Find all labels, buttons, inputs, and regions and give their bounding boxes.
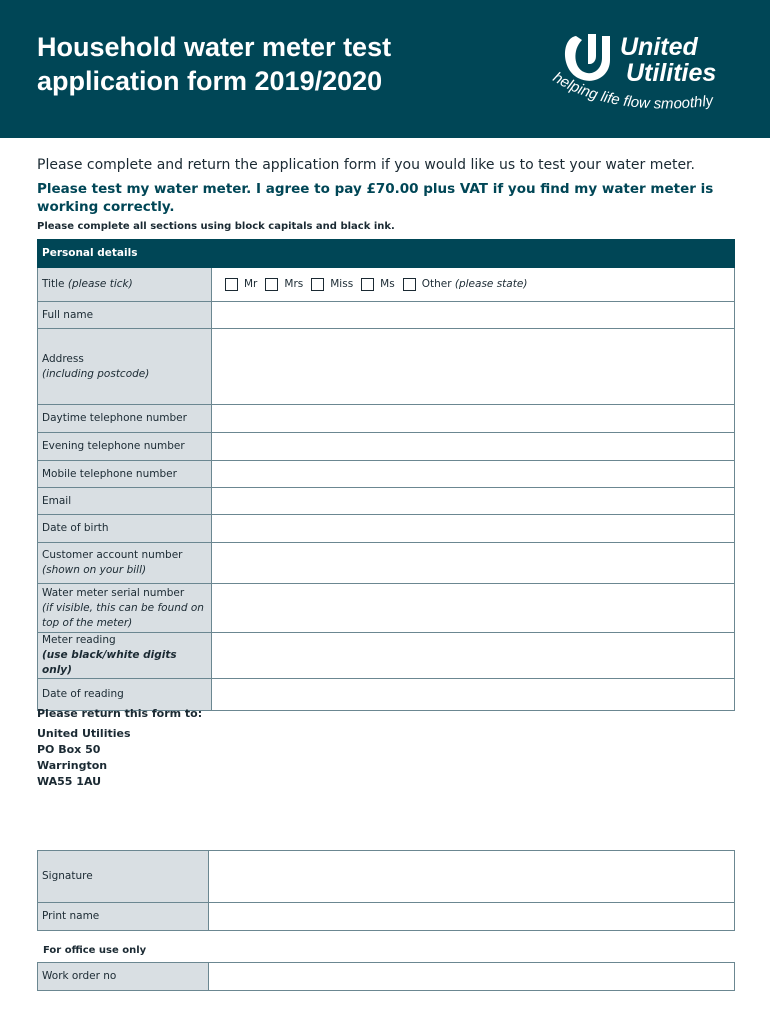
signature-field[interactable] [209, 851, 735, 903]
print-name-label: Print name [38, 903, 209, 931]
reading-date-label: Date of reading [38, 679, 212, 711]
mobile-phone-field[interactable] [212, 461, 735, 488]
title-option-other[interactable]: Other (please state) [403, 277, 528, 292]
serial-number-field[interactable] [212, 584, 735, 633]
logo-word-utilities: Utilities [626, 59, 717, 87]
serial-number-label: Water meter serial number (if visible, this can be found on top of the meter) [38, 584, 212, 633]
header-banner [0, 0, 770, 138]
checkbox-icon[interactable] [403, 278, 416, 291]
title-option-mr[interactable]: Mr [225, 277, 257, 292]
meter-reading-label: Meter reading (use black/white digits only) [38, 633, 212, 679]
address-label: Address (including postcode) [38, 329, 212, 405]
return-heading: Please return this form to: [37, 707, 203, 720]
signature-label: Signature [38, 851, 209, 903]
title-options [212, 268, 735, 302]
daytime-phone-field[interactable] [212, 405, 735, 433]
address-line: PO Box 50 [37, 743, 101, 756]
email-field[interactable] [212, 488, 735, 515]
address-line: WA55 1AU [37, 775, 102, 788]
meter-reading-field[interactable] [212, 633, 735, 679]
account-number-field[interactable] [212, 543, 735, 584]
title-option-miss[interactable]: Miss [311, 277, 353, 292]
intro-text: Please complete and return the application form if you would like us to test your water meter. [37, 157, 695, 173]
section-heading-personal-details: Personal details [38, 240, 735, 268]
office-use-table [37, 962, 735, 991]
checkbox-icon[interactable] [225, 278, 238, 291]
logo-tagline: helping life flow smoothly [549, 68, 715, 113]
work-order-field[interactable] [209, 963, 735, 991]
work-order-label: Work order no [38, 963, 209, 991]
personal-details-table [37, 239, 735, 711]
signature-table [37, 850, 735, 931]
logo-word-united: United [620, 33, 698, 61]
checkbox-icon[interactable] [265, 278, 278, 291]
title-label: Title (please tick) [38, 268, 212, 302]
dob-label: Date of birth [38, 515, 212, 543]
full-name-label: Full name [38, 302, 212, 329]
account-number-label: Customer account number (shown on your bill) [38, 543, 212, 584]
full-name-field[interactable] [212, 302, 735, 329]
united-utilities-logo [548, 24, 748, 124]
agreement-text: Please test my water meter. I agree to pay £70.00 plus VAT if you find my water meter is working correctly. [37, 181, 714, 215]
checkbox-icon[interactable] [311, 278, 324, 291]
email-label: Email [38, 488, 212, 515]
address-field[interactable] [212, 329, 735, 405]
page-title: Household water meter test application form 2019/2020 [37, 32, 392, 96]
title-option-mrs[interactable]: Mrs [265, 277, 303, 292]
address-line: United Utilities [37, 727, 131, 740]
reading-date-field[interactable] [212, 679, 735, 711]
dob-field[interactable] [212, 515, 735, 543]
return-address [37, 726, 131, 790]
address-line: Warrington [37, 759, 108, 772]
checkbox-icon[interactable] [361, 278, 374, 291]
office-use-heading: For office use only [43, 945, 147, 956]
evening-phone-label: Evening telephone number [38, 433, 212, 461]
print-name-field[interactable] [209, 903, 735, 931]
evening-phone-field[interactable] [212, 433, 735, 461]
instructions-text: Please complete all sections using block capitals and black ink. [37, 221, 395, 232]
title-option-ms[interactable]: Ms [361, 277, 395, 292]
mobile-phone-label: Mobile telephone number [38, 461, 212, 488]
daytime-phone-label: Daytime telephone number [38, 405, 212, 433]
